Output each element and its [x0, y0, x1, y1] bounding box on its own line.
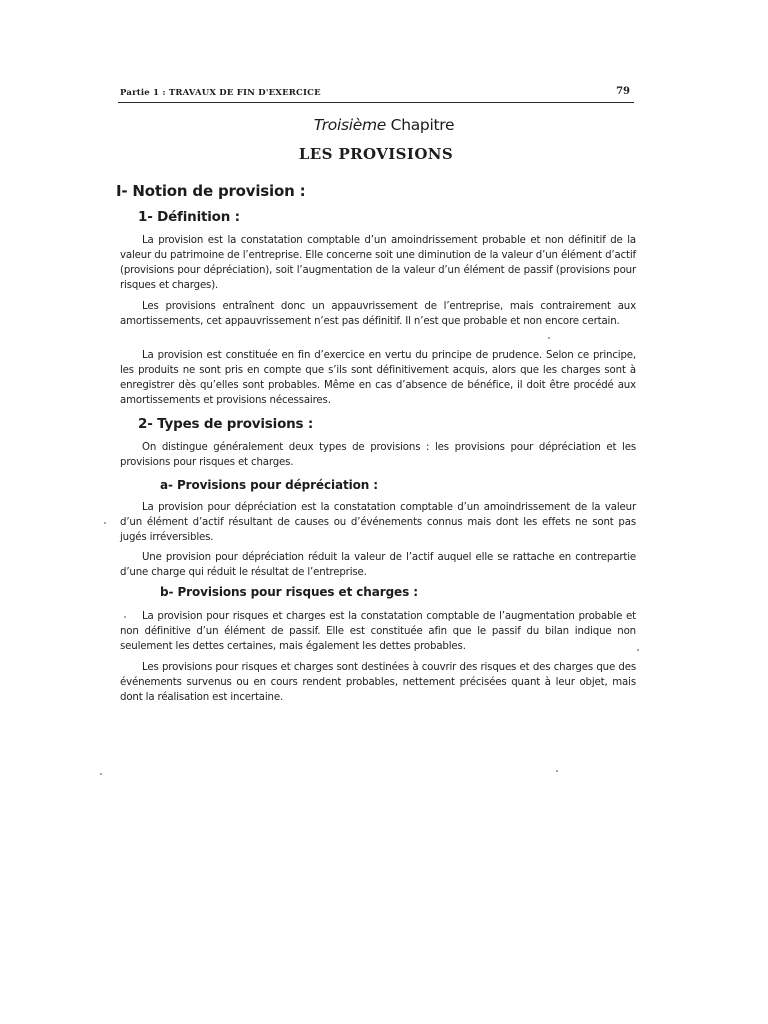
subsection-heading-types: 2- Types de provisions :	[138, 416, 314, 432]
scan-speck	[556, 770, 558, 772]
chapter-ordinal: Troisième	[313, 116, 387, 134]
page-number: 79	[616, 86, 630, 97]
paragraph-depreciation-1: La provision pour dépréciation est la constatation comptable d’un amoindrissement de la valeur d’un élément d’actif résultant de causes ou d’événements connus mais dont les effets ne sont pas jugés irréversibles.	[120, 502, 636, 543]
paragraph-risques-1: La provision pour risques et charges est la constatation comptable de l’augmentation probable et non définitive d’un élément de passif. Elle est constituée afin que le passif du bilan indique non seulement les dettes certaines, mais également les dettes probables.	[120, 611, 636, 652]
heading-provisions-depreciation: a- Provisions pour dépréciation :	[160, 478, 378, 492]
section-heading-notion: I- Notion de provision :	[116, 182, 306, 200]
chapter-label	[0, 116, 768, 134]
scan-speck	[548, 337, 550, 339]
scan-speck	[124, 616, 126, 618]
subsection-heading-definition: 1- Définition :	[138, 209, 240, 225]
paragraph-depreciation-2: Une provision pour dépréciation réduit la valeur de l’actif auquel elle se rattache en contrepartie d’une charge qui réduit le résultat de l’entreprise.	[120, 552, 636, 578]
paragraph-types-intro: On distingue généralement deux types de provisions : les provisions pour dépréciation et les provisions pour risques et charges.	[120, 442, 636, 468]
chapter-word: Chapitre	[386, 116, 455, 134]
paragraph-definition-3: La provision est constituée en fin d’exercice en vertu du principe de prudence. Selon ce principe, les produits ne sont pris en compte que s’ils sont définitivement acquis, alors que les charges sont à enregistrer dès qu’elles sont probables. Même en cas d’absence de bénéfice, il doit être procédé aux amortissements et provisions nécessaires.	[120, 350, 636, 406]
running-header	[118, 86, 634, 103]
paragraph-risques-2: Les provisions pour risques et charges sont destinées à couvrir des risques et des charges que des événements survenus ou en cours rendent probables, nettement précisées quant à leur objet, mais dont la réalisation est incertaine.	[120, 662, 636, 703]
paragraph-definition-1: La provision est la constatation comptable d’un amoindrissement probable et non définitif de la valeur du patrimoine de l’entreprise. Elle concerne soit une diminution de la valeur d’un élément d’actif (provisions pour dépréciation), soit l’augmentation de la valeur d’un élément de passif (provisions pour risques et charges).	[120, 235, 636, 291]
scan-speck	[100, 773, 102, 775]
paragraph-definition-2: Les provisions entraînent donc un appauvrissement de l’entreprise, mais contrairement aux amortissements, cet appauvrissement n’est pas définitif. Il n’est que probable et non encore certain.	[120, 301, 636, 327]
heading-provisions-risques: b- Provisions pour risques et charges :	[160, 585, 418, 599]
scan-speck	[104, 522, 106, 524]
page-title: LES PROVISIONS	[298, 145, 454, 163]
scan-speck	[637, 649, 639, 651]
header-part-title: Partie 1 : TRAVAUX DE FIN D'EXERCICE	[120, 88, 321, 98]
